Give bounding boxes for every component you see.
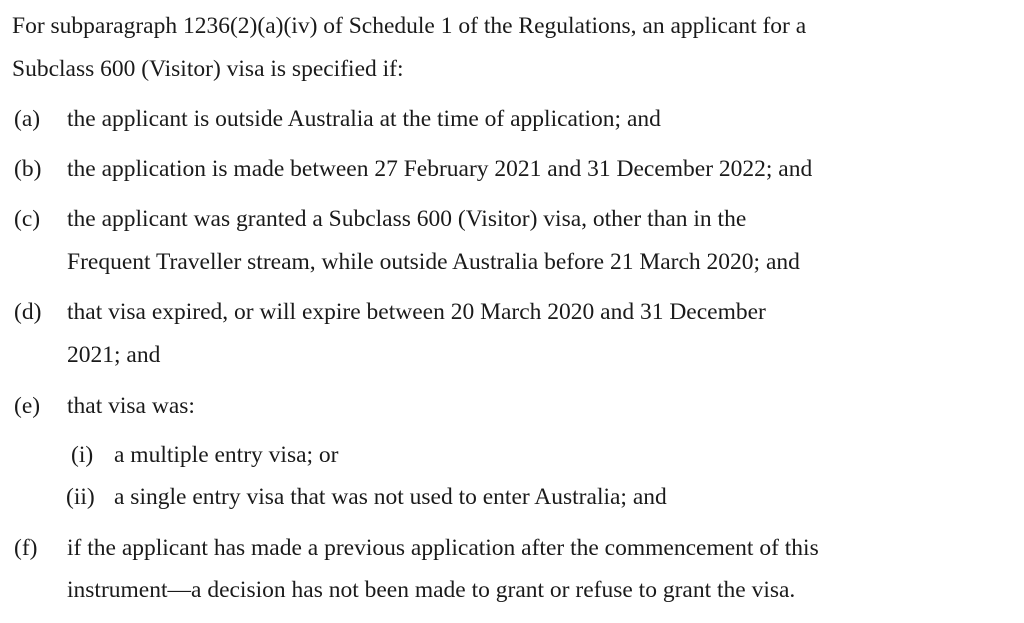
item-e-label: (e) [14,393,41,419]
item-a-text: the applicant is outside Australia at the time of application; and [67,106,661,132]
item-b-text: the application is made between 27 February 2021 and 31 December 2022; and [67,156,813,182]
item-b-label: (b) [14,156,42,182]
item-c-text-line-1: the applicant was granted a Subclass 600 (Visitor) visa, other than in the [67,206,747,232]
item-a-label: (a) [14,106,41,132]
item-e-text: that visa was: [67,393,195,419]
intro-line-1: For subparagraph 1236(2)(a)(iv) of Schedule 1 of the Regulations, an applicant for a [12,13,807,39]
subitem-i-text: a multiple entry visa; or [114,442,339,468]
item-d-text-line-2: 2021; and [67,342,161,368]
item-d-text-line-1: that visa expired, or will expire between 20 March 2020 and 31 December [67,299,766,325]
subitem-ii-text: a single entry visa that was not used to enter Australia; and [114,484,667,510]
item-c-label: (c) [14,206,41,232]
subitem-ii-label: (ii) [66,484,95,510]
subitem-i-label: (i) [71,442,94,468]
item-d-label: (d) [14,299,42,325]
item-f-label: (f) [14,535,38,561]
item-c-text-line-2: Frequent Traveller stream, while outside Australia before 21 March 2020; and [67,249,800,275]
item-f-text-line-1: if the applicant has made a previous application after the commencement of this [67,535,819,561]
intro-line-2: Subclass 600 (Visitor) visa is specified if: [12,56,404,82]
item-f-text-line-2: instrument—a decision has not been made to grant or refuse to grant the visa. [67,577,796,603]
